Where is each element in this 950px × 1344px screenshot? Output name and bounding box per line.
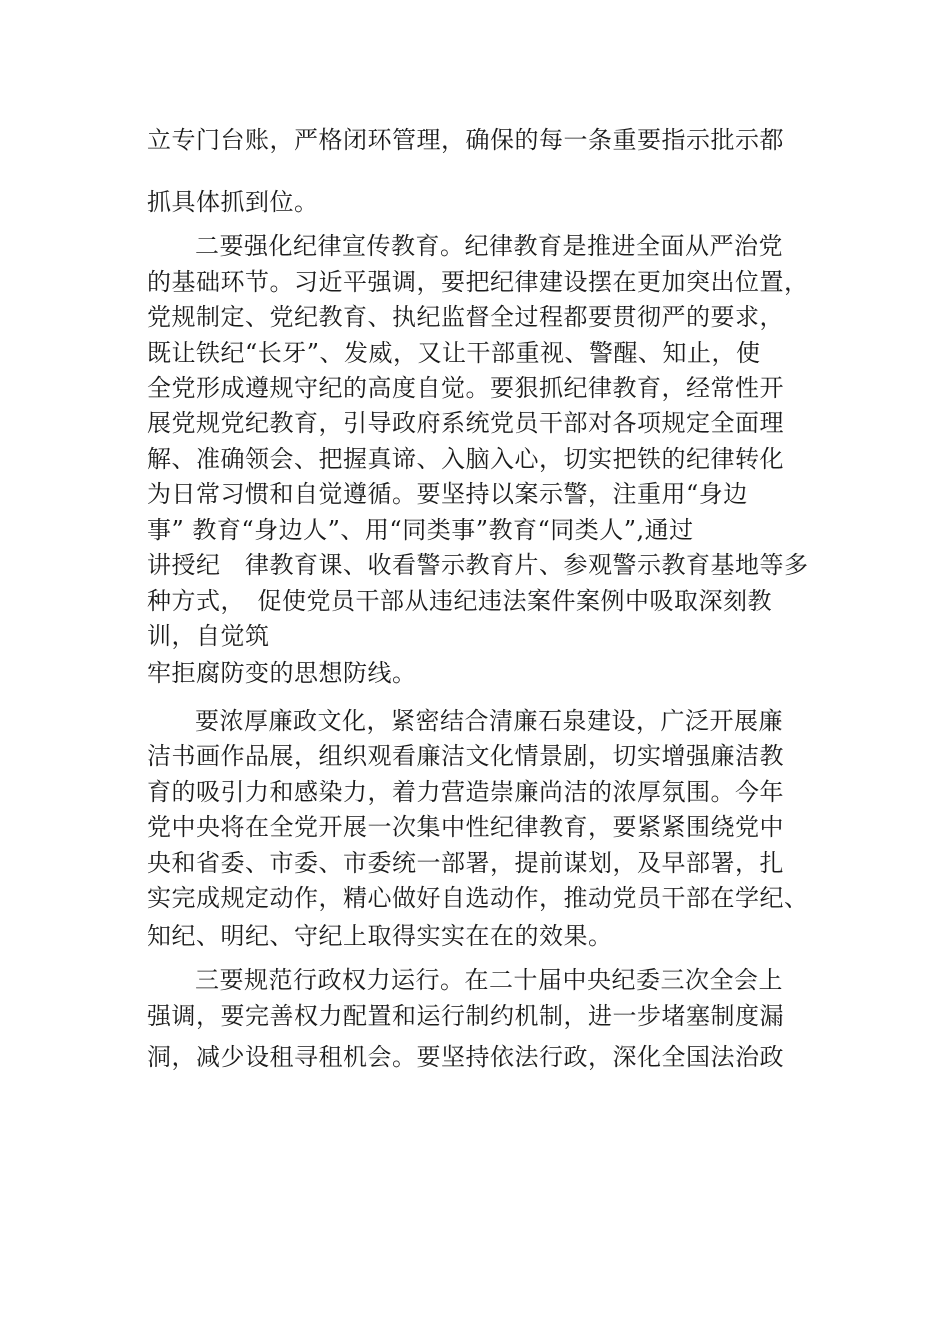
text-line: 央和省委、市委、市委统一部署，提前谋划，及早部署，扎: [147, 849, 784, 877]
text-line: 的基础环节。习近平强调，要把纪律建设摆在更加突出位置，: [147, 268, 809, 296]
text-line: 展党规党纪教育，引导政府系统党员干部对各项规定全面理: [147, 409, 784, 437]
paragraph-start-line: 要浓厚廉政文化，紧密结合清廉石泉建设，广泛开展廉: [195, 707, 783, 735]
text-line: 党规制定、党纪教育、执纪监督全过程都要贯彻严的要求，: [147, 303, 784, 331]
paragraph-start-line: 三要规范行政权力运行。在二十届中央纪委三次全会上: [195, 966, 783, 994]
text-line: 育的吸引力和感染力，着力营造崇廉尚洁的浓厚氛围。今年: [147, 778, 784, 806]
text-line: 种方式， 促使党员干部从违纪违法案件案例中吸取深刻教: [147, 587, 772, 615]
text-line: 牢拒腐防变的思想防线。: [147, 659, 417, 687]
text-line: 洁书画作品展，组织观看廉洁文化情景剧，切实增强廉洁教: [147, 742, 784, 770]
text-line: 事” 教育“身边人”、用“同类事”教育“同类人”,通过: [147, 516, 694, 544]
text-line: 既让铁纪“长牙”、发威，又让干部重视、警醒、知止，使: [147, 339, 761, 367]
text-line: 党中央将在全党开展一次集中性纪律教育，要紧紧围绕党中: [147, 813, 784, 841]
text-line: 训，自觉筑: [147, 622, 270, 650]
text-line: 洞，减少设租寻租机会。要坚持依法行政，深化全国法治政: [147, 1043, 784, 1071]
text-line: 讲授纪 律教育课、收看警示教育片、参观警示教育基地等多: [147, 551, 809, 579]
text-line: 为日常习惯和自觉遵循。要坚持以案示警，注重用“身边: [147, 480, 748, 508]
text-line: 立专门台账，严格闭环管理，确保的每一条重要指示批示都: [147, 126, 784, 154]
paragraph-start-line: 二要强化纪律宣传教育。纪律教育是推进全面从严治党: [195, 232, 783, 260]
text-line: 全党形成遵规守纪的高度自觉。要狠抓纪律教育，经常性开: [147, 374, 784, 402]
text-line: 知纪、明纪、守纪上取得实实在在的效果。: [147, 922, 613, 950]
text-line: 强调，要完善权力配置和运行制约机制，进一步堵塞制度漏: [147, 1002, 784, 1030]
text-line: 实完成规定动作，精心做好自选动作，推动党员干部在学纪、: [147, 884, 809, 912]
text-line: 解、准确领会、把握真谛、入脑入心，切实把铁的纪律转化: [147, 445, 784, 473]
text-line: 抓具体抓到位。: [147, 188, 319, 216]
